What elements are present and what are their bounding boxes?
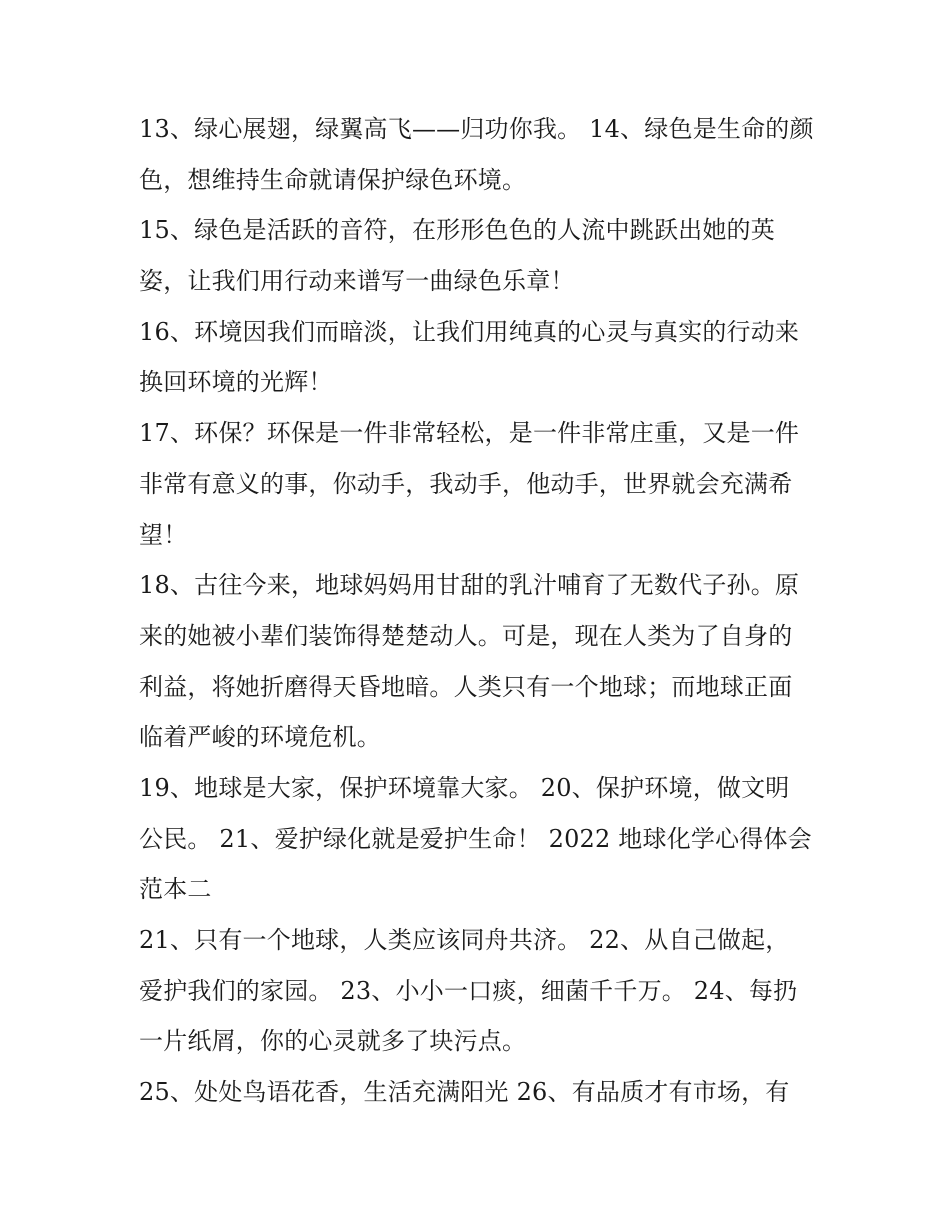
text-line: 非常有意义的事，你动手，我动手，他动手，世界就会充满希 xyxy=(139,469,793,498)
text-line: 19、地球是大家，保护环境靠大家。 20、保护环境，做文明 xyxy=(139,773,790,802)
text-line: 色，想维持生命就请保护绿色环境。 xyxy=(139,165,527,194)
text-line: 21、只有一个地球，人类应该同舟共济。 22、从自己做起， xyxy=(139,926,790,954)
text-line: 换回环境的光辉！ xyxy=(139,368,333,397)
text-line: 17、环保？环保是一件非常轻松，是一件非常庄重，又是一件 xyxy=(139,419,800,448)
text-line: 爱护我们的家园。 23、小小一口痰，细菌千千万。 24、每扔 xyxy=(139,976,798,1005)
text-line: 利益，将她折磨得天昏地暗。人类只有一个地球；而地球正面 xyxy=(139,672,793,701)
text-line: 姿，让我们用行动来谱写一曲绿色乐章！ xyxy=(139,267,575,296)
text-line: 一片纸屑，你的心灵就多了块污点。 xyxy=(139,1027,527,1056)
text-line: 来的她被小辈们装饰得楚楚动人。可是，现在人类为了自身的 xyxy=(139,621,793,650)
text-line: 公民。 21、爱护绿化就是爱护生命！ 2022 地球化学心得体会 xyxy=(139,824,812,853)
text-line: 范本二 xyxy=(139,875,212,904)
text-line: 25、处处鸟语花香，生活充满阳光 26、有品质才有市场，有 xyxy=(139,1078,790,1107)
text-line: 望！ xyxy=(139,520,188,549)
document-body xyxy=(139,104,819,1118)
text-line: 15、绿色是活跃的音符，在形形色色的人流中跳跃出她的英 xyxy=(139,216,775,245)
text-line: 16、环境因我们而暗淡，让我们用纯真的心灵与真实的行动来 xyxy=(139,317,800,346)
text-line: 临着严峻的环境危机。 xyxy=(139,723,381,752)
text-line: 18、古往今来，地球妈妈用甘甜的乳汁哺育了无数代子孙。原 xyxy=(139,571,800,600)
text-line: 13、绿心展翅，绿翼高飞——归功你我。 14、绿色是生命的颜 xyxy=(139,115,814,143)
